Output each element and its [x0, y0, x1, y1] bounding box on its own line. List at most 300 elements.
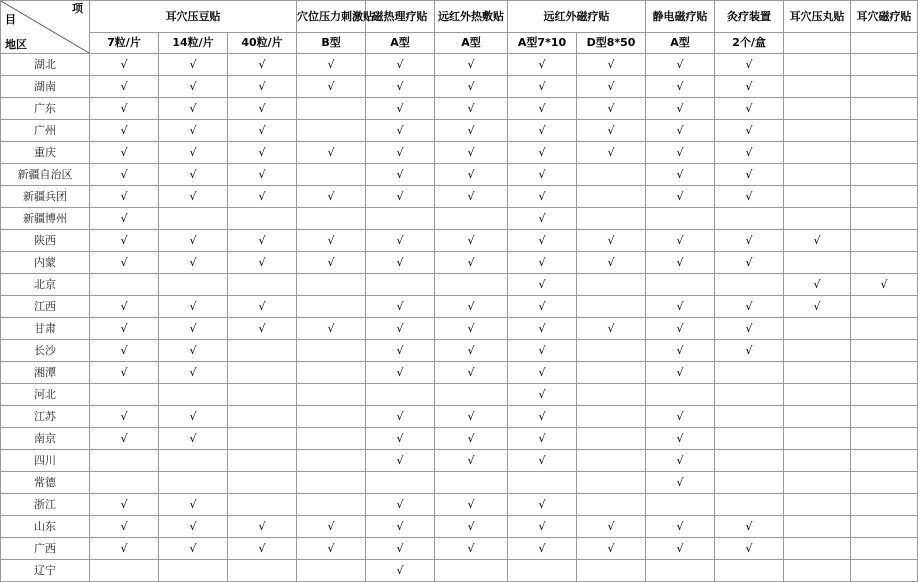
- table-row: [1, 296, 918, 318]
- table-row: [1, 186, 918, 208]
- check-mark-cell: √: [577, 54, 646, 76]
- check-mark-cell: √: [646, 472, 715, 494]
- region-cell: 重庆: [1, 142, 90, 164]
- check-mark-cell: √: [90, 362, 159, 384]
- region-cell: 湖南: [1, 76, 90, 98]
- check-mark-cell: √: [228, 230, 297, 252]
- table-row: [1, 406, 918, 428]
- check-mark-cell: √: [90, 76, 159, 98]
- check-mark-cell: √: [159, 406, 228, 428]
- empty-cell: [577, 208, 646, 230]
- empty-cell: [851, 186, 918, 208]
- check-mark-cell: √: [508, 76, 577, 98]
- empty-cell: [851, 252, 918, 274]
- corner-label-top: 项: [72, 2, 83, 15]
- region-cell: 辽宁: [1, 560, 90, 582]
- empty-cell: [435, 472, 508, 494]
- empty-cell: [851, 230, 918, 252]
- table-row: [1, 98, 918, 120]
- check-mark-cell: √: [435, 186, 508, 208]
- check-mark-cell: √: [366, 340, 435, 362]
- empty-cell: [784, 494, 851, 516]
- empty-cell: [851, 516, 918, 538]
- table-row: [1, 340, 918, 362]
- empty-cell: [297, 560, 366, 582]
- empty-cell: [851, 494, 918, 516]
- check-mark-cell: √: [435, 406, 508, 428]
- check-mark-cell: √: [646, 54, 715, 76]
- empty-cell: [297, 428, 366, 450]
- empty-cell: [851, 164, 918, 186]
- check-mark-cell: √: [508, 230, 577, 252]
- empty-cell: [366, 274, 435, 296]
- header-group-cell: 灸疗装置: [715, 1, 784, 33]
- empty-cell: [577, 428, 646, 450]
- check-mark-cell: √: [366, 76, 435, 98]
- header-group-cell: 磁热理疗贴: [366, 1, 435, 33]
- check-mark-cell: √: [715, 538, 784, 560]
- table-row: [1, 450, 918, 472]
- empty-cell: [784, 560, 851, 582]
- header-spec-cell: A型: [366, 33, 435, 54]
- check-mark-cell: √: [366, 98, 435, 120]
- check-mark-cell: √: [715, 98, 784, 120]
- empty-cell: [851, 406, 918, 428]
- check-mark-cell: √: [297, 142, 366, 164]
- region-cell: 湖北: [1, 54, 90, 76]
- empty-cell: [715, 362, 784, 384]
- check-mark-cell: √: [508, 142, 577, 164]
- empty-cell: [646, 384, 715, 406]
- check-mark-cell: √: [435, 538, 508, 560]
- empty-cell: [715, 560, 784, 582]
- check-mark-cell: √: [366, 494, 435, 516]
- empty-cell: [851, 318, 918, 340]
- check-mark-cell: √: [646, 318, 715, 340]
- header-group-cell: 穴位压力刺激贴: [297, 1, 366, 33]
- check-mark-cell: √: [646, 406, 715, 428]
- empty-cell: [784, 406, 851, 428]
- empty-cell: [297, 296, 366, 318]
- check-mark-cell: √: [646, 428, 715, 450]
- empty-cell: [159, 472, 228, 494]
- empty-cell: [784, 362, 851, 384]
- check-mark-cell: √: [228, 252, 297, 274]
- check-mark-cell: √: [715, 296, 784, 318]
- empty-cell: [435, 274, 508, 296]
- empty-cell: [577, 186, 646, 208]
- empty-cell: [715, 450, 784, 472]
- header-group-row: [1, 1, 918, 33]
- empty-cell: [715, 208, 784, 230]
- table-row: [1, 230, 918, 252]
- check-mark-cell: √: [90, 318, 159, 340]
- check-mark-cell: √: [646, 164, 715, 186]
- check-mark-cell: √: [851, 274, 918, 296]
- region-cell: 湘潭: [1, 362, 90, 384]
- check-mark-cell: √: [784, 230, 851, 252]
- check-mark-cell: √: [366, 318, 435, 340]
- check-mark-cell: √: [228, 164, 297, 186]
- check-mark-cell: √: [366, 252, 435, 274]
- check-mark-cell: √: [646, 76, 715, 98]
- empty-cell: [577, 340, 646, 362]
- region-cell: 江西: [1, 296, 90, 318]
- header-spec-cell: A型7*10: [508, 33, 577, 54]
- check-mark-cell: √: [297, 516, 366, 538]
- empty-cell: [715, 406, 784, 428]
- check-mark-cell: √: [228, 538, 297, 560]
- check-mark-cell: √: [159, 340, 228, 362]
- empty-cell: [366, 208, 435, 230]
- check-mark-cell: √: [508, 54, 577, 76]
- empty-cell: [508, 472, 577, 494]
- region-cell: 长沙: [1, 340, 90, 362]
- empty-cell: [297, 120, 366, 142]
- header-spec-cell: A型: [646, 33, 715, 54]
- check-mark-cell: √: [159, 142, 228, 164]
- table-row: [1, 318, 918, 340]
- check-mark-cell: √: [646, 296, 715, 318]
- check-mark-cell: √: [435, 450, 508, 472]
- header-group-cell: 耳穴压丸贴: [784, 1, 851, 33]
- header-spec-cell: B型: [297, 33, 366, 54]
- empty-cell: [435, 208, 508, 230]
- header-corner-cell: [1, 1, 90, 54]
- check-mark-cell: √: [228, 98, 297, 120]
- header-spec-cell: 2个/盒: [715, 33, 784, 54]
- check-mark-cell: √: [577, 76, 646, 98]
- check-mark-cell: √: [646, 538, 715, 560]
- check-mark-cell: √: [646, 230, 715, 252]
- check-mark-cell: √: [159, 76, 228, 98]
- empty-cell: [784, 164, 851, 186]
- check-mark-cell: √: [508, 164, 577, 186]
- table-row: [1, 538, 918, 560]
- table-row: [1, 560, 918, 582]
- empty-cell: [646, 494, 715, 516]
- empty-cell: [784, 54, 851, 76]
- check-mark-cell: √: [159, 98, 228, 120]
- empty-cell: [159, 384, 228, 406]
- check-mark-cell: √: [90, 406, 159, 428]
- empty-cell: [784, 252, 851, 274]
- check-mark-cell: √: [90, 516, 159, 538]
- region-cell: 常德: [1, 472, 90, 494]
- check-mark-cell: √: [90, 142, 159, 164]
- check-mark-cell: √: [90, 296, 159, 318]
- table-row: [1, 252, 918, 274]
- header-group-cell: 远红外磁疗贴: [508, 1, 646, 33]
- empty-cell: [297, 274, 366, 296]
- empty-cell: [715, 274, 784, 296]
- check-mark-cell: √: [577, 538, 646, 560]
- check-mark-cell: √: [508, 120, 577, 142]
- check-mark-cell: √: [646, 98, 715, 120]
- check-mark-cell: √: [577, 120, 646, 142]
- empty-cell: [228, 472, 297, 494]
- check-mark-cell: √: [435, 296, 508, 318]
- empty-cell: [646, 208, 715, 230]
- corner-label-mid: 目: [5, 13, 16, 26]
- check-mark-cell: √: [159, 516, 228, 538]
- check-mark-cell: √: [715, 120, 784, 142]
- check-mark-cell: √: [435, 516, 508, 538]
- empty-cell: [715, 384, 784, 406]
- check-mark-cell: √: [577, 516, 646, 538]
- check-mark-cell: √: [159, 252, 228, 274]
- empty-cell: [784, 428, 851, 450]
- region-cell: 甘肃: [1, 318, 90, 340]
- check-mark-cell: √: [90, 340, 159, 362]
- check-mark-cell: √: [435, 230, 508, 252]
- empty-cell: [297, 494, 366, 516]
- check-mark-cell: √: [228, 120, 297, 142]
- region-cell: 广州: [1, 120, 90, 142]
- empty-cell: [715, 494, 784, 516]
- empty-cell: [435, 384, 508, 406]
- check-mark-cell: √: [646, 362, 715, 384]
- check-mark-cell: √: [366, 428, 435, 450]
- empty-cell: [577, 296, 646, 318]
- empty-cell: [784, 450, 851, 472]
- empty-cell: [784, 538, 851, 560]
- empty-cell: [784, 340, 851, 362]
- check-mark-cell: √: [784, 296, 851, 318]
- check-mark-cell: √: [435, 142, 508, 164]
- check-mark-cell: √: [366, 230, 435, 252]
- empty-cell: [90, 472, 159, 494]
- header-spec-cell: [784, 33, 851, 54]
- empty-cell: [228, 428, 297, 450]
- empty-cell: [508, 560, 577, 582]
- empty-cell: [851, 296, 918, 318]
- check-mark-cell: √: [159, 362, 228, 384]
- check-mark-cell: √: [508, 428, 577, 450]
- check-mark-cell: √: [90, 208, 159, 230]
- check-mark-cell: √: [435, 76, 508, 98]
- region-cell: 内蒙: [1, 252, 90, 274]
- empty-cell: [577, 164, 646, 186]
- header-group-cell: 静电磁疗贴: [646, 1, 715, 33]
- empty-cell: [851, 560, 918, 582]
- region-cell: 北京: [1, 274, 90, 296]
- region-cell: 江苏: [1, 406, 90, 428]
- check-mark-cell: √: [435, 318, 508, 340]
- region-cell: 广西: [1, 538, 90, 560]
- check-mark-cell: √: [366, 54, 435, 76]
- empty-cell: [646, 560, 715, 582]
- check-mark-cell: √: [228, 516, 297, 538]
- empty-cell: [577, 406, 646, 428]
- empty-cell: [366, 472, 435, 494]
- empty-cell: [851, 450, 918, 472]
- table-row: [1, 472, 918, 494]
- empty-cell: [784, 98, 851, 120]
- region-cell: 广东: [1, 98, 90, 120]
- check-mark-cell: √: [435, 98, 508, 120]
- check-mark-cell: √: [577, 252, 646, 274]
- empty-cell: [784, 208, 851, 230]
- check-mark-cell: √: [228, 186, 297, 208]
- empty-cell: [228, 494, 297, 516]
- check-mark-cell: √: [366, 142, 435, 164]
- check-mark-cell: √: [90, 230, 159, 252]
- empty-cell: [228, 406, 297, 428]
- check-mark-cell: √: [366, 450, 435, 472]
- check-mark-cell: √: [90, 186, 159, 208]
- header-spec-cell: A型: [435, 33, 508, 54]
- empty-cell: [159, 560, 228, 582]
- check-mark-cell: √: [90, 164, 159, 186]
- check-mark-cell: √: [90, 98, 159, 120]
- region-cell: 新疆自治区: [1, 164, 90, 186]
- empty-cell: [577, 274, 646, 296]
- header-group-cell: 远红外热敷贴: [435, 1, 508, 33]
- empty-cell: [435, 560, 508, 582]
- header-group-cell: 耳穴压豆贴: [90, 1, 297, 33]
- check-mark-cell: √: [435, 428, 508, 450]
- check-mark-cell: √: [297, 76, 366, 98]
- check-mark-cell: √: [577, 318, 646, 340]
- empty-cell: [851, 340, 918, 362]
- table-body: [1, 54, 918, 582]
- empty-cell: [851, 142, 918, 164]
- check-mark-cell: √: [715, 54, 784, 76]
- header-spec-cell: 14粒/片: [159, 33, 228, 54]
- empty-cell: [784, 384, 851, 406]
- check-mark-cell: √: [577, 98, 646, 120]
- empty-cell: [851, 98, 918, 120]
- check-mark-cell: √: [366, 186, 435, 208]
- check-mark-cell: √: [366, 164, 435, 186]
- region-cell: 河北: [1, 384, 90, 406]
- empty-cell: [577, 362, 646, 384]
- check-mark-cell: √: [435, 120, 508, 142]
- check-mark-cell: √: [90, 252, 159, 274]
- empty-cell: [577, 494, 646, 516]
- table-row: [1, 362, 918, 384]
- table-row: [1, 494, 918, 516]
- check-mark-cell: √: [159, 120, 228, 142]
- empty-cell: [228, 362, 297, 384]
- check-mark-cell: √: [508, 208, 577, 230]
- empty-cell: [159, 450, 228, 472]
- check-mark-cell: √: [159, 230, 228, 252]
- check-mark-cell: √: [646, 340, 715, 362]
- check-mark-cell: √: [90, 120, 159, 142]
- empty-cell: [228, 384, 297, 406]
- empty-cell: [228, 340, 297, 362]
- check-mark-cell: √: [508, 252, 577, 274]
- empty-cell: [297, 98, 366, 120]
- check-mark-cell: √: [508, 274, 577, 296]
- empty-cell: [90, 450, 159, 472]
- empty-cell: [159, 274, 228, 296]
- empty-cell: [90, 384, 159, 406]
- empty-cell: [577, 472, 646, 494]
- header-spec-cell: 40粒/片: [228, 33, 297, 54]
- header-group-cell: 耳穴磁疗贴: [851, 1, 918, 33]
- table-row: [1, 428, 918, 450]
- check-mark-cell: √: [90, 494, 159, 516]
- empty-cell: [851, 428, 918, 450]
- check-mark-cell: √: [646, 516, 715, 538]
- check-mark-cell: √: [508, 362, 577, 384]
- empty-cell: [784, 120, 851, 142]
- check-mark-cell: √: [646, 142, 715, 164]
- check-mark-cell: √: [228, 54, 297, 76]
- empty-cell: [646, 274, 715, 296]
- check-mark-cell: √: [90, 428, 159, 450]
- table-row: [1, 54, 918, 76]
- check-mark-cell: √: [646, 186, 715, 208]
- check-mark-cell: √: [508, 384, 577, 406]
- check-mark-cell: √: [435, 164, 508, 186]
- check-mark-cell: √: [435, 494, 508, 516]
- check-mark-cell: √: [646, 120, 715, 142]
- region-cell: 浙江: [1, 494, 90, 516]
- check-mark-cell: √: [715, 318, 784, 340]
- check-mark-cell: √: [228, 296, 297, 318]
- check-mark-cell: √: [366, 516, 435, 538]
- empty-cell: [577, 450, 646, 472]
- check-mark-cell: √: [366, 538, 435, 560]
- region-cell: 四川: [1, 450, 90, 472]
- check-mark-cell: √: [508, 538, 577, 560]
- region-cell: 新疆兵团: [1, 186, 90, 208]
- table-row: [1, 384, 918, 406]
- empty-cell: [228, 274, 297, 296]
- check-mark-cell: √: [508, 406, 577, 428]
- empty-cell: [297, 362, 366, 384]
- check-mark-cell: √: [508, 450, 577, 472]
- empty-cell: [851, 384, 918, 406]
- check-mark-cell: √: [366, 120, 435, 142]
- check-mark-cell: √: [366, 296, 435, 318]
- table-row: [1, 142, 918, 164]
- check-mark-cell: √: [159, 186, 228, 208]
- empty-cell: [90, 274, 159, 296]
- check-mark-cell: √: [366, 362, 435, 384]
- check-mark-cell: √: [297, 318, 366, 340]
- check-mark-cell: √: [715, 164, 784, 186]
- empty-cell: [784, 318, 851, 340]
- check-mark-cell: √: [90, 54, 159, 76]
- empty-cell: [851, 362, 918, 384]
- check-mark-cell: √: [297, 54, 366, 76]
- region-cell: 南京: [1, 428, 90, 450]
- check-mark-cell: √: [297, 186, 366, 208]
- header-spec-cell: [851, 33, 918, 54]
- check-mark-cell: √: [508, 296, 577, 318]
- empty-cell: [297, 384, 366, 406]
- empty-cell: [715, 428, 784, 450]
- table-row: [1, 274, 918, 296]
- check-mark-cell: √: [297, 252, 366, 274]
- header-spec-cell: 7粒/片: [90, 33, 159, 54]
- empty-cell: [297, 340, 366, 362]
- empty-cell: [297, 472, 366, 494]
- check-mark-cell: √: [508, 318, 577, 340]
- empty-cell: [90, 560, 159, 582]
- check-mark-cell: √: [715, 340, 784, 362]
- empty-cell: [228, 450, 297, 472]
- empty-cell: [851, 76, 918, 98]
- check-mark-cell: √: [159, 296, 228, 318]
- check-mark-cell: √: [435, 340, 508, 362]
- header-spec-row: [1, 33, 918, 54]
